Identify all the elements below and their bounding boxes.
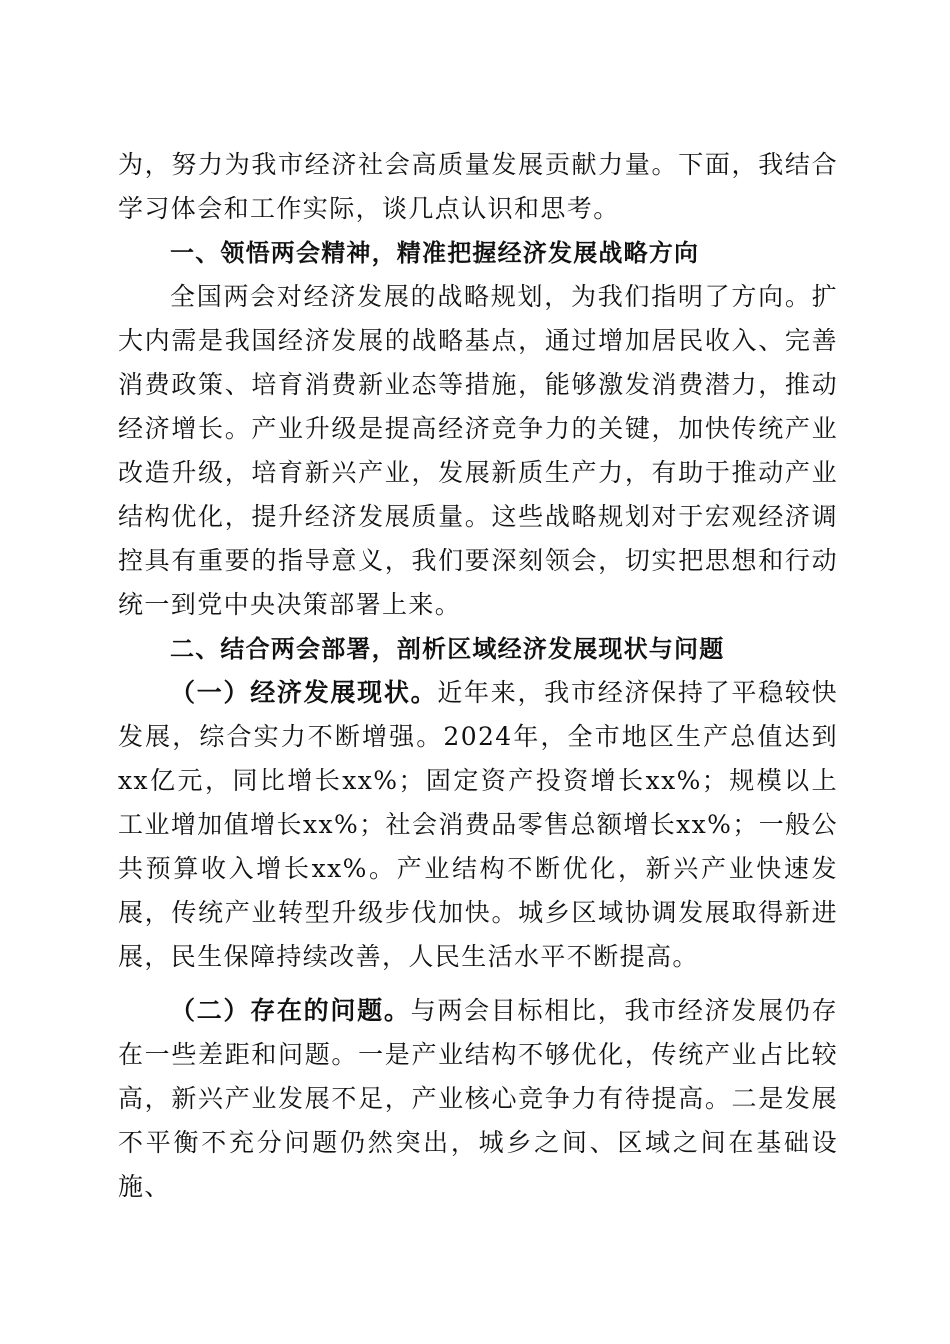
opening-paragraph: 为，努力为我市经济社会高质量发展贡献力量。下面，我结合学习体会和工作实际，谈几点认识和思考。 <box>118 150 838 223</box>
item-2-body: 与两会目标相比，我市经济发展仍存在一些差距和问题。一是产业结构不够优化，传统产业占比较高，新兴产业发展不足，产业核心竞争力有待提高。二是发展不平衡不充分问题仍然突出，城乡之间、区域之间在基础设施、 <box>118 996 839 1201</box>
document-page <box>118 143 838 1209</box>
section-2-item-2 <box>118 989 838 1209</box>
paragraph-gap <box>118 979 838 989</box>
section-2-item-1 <box>118 671 838 979</box>
section-1-body: 全国两会对经济发展的战略规划，为我们指明了方向。扩大内需是我国经济发展的战略基点，通过增加居民收入、完善消费政策、培育消费新业态等措施，能够激发消费潜力，推动经济增长。产业升级是提高经济竞争力的关键，加快传统产业改造升级，培育新兴产业，发展新质生产力，有助于推动产业结构优化，提升经济发展质量。这些战略规划对于宏观经济调控具有重要的指导意义，我们要深刻领会，切实把思想和行动统一到党中央决策部署上来。 <box>118 282 838 619</box>
item-2-label: （二）存在的问题。 <box>170 996 411 1025</box>
section-1-heading: 一、领悟两会精神，精准把握经济发展战略方向 <box>170 239 700 267</box>
section-2-heading: 二、结合两会部署，剖析区域经济发展现状与问题 <box>170 635 725 663</box>
item-1-body: 近年来，我市经济保持了平稳较快发展，综合实力不断增强。2024年，全市地区生产总值达到xx亿元，同比增长xx%；固定资产投资增长xx%；规模以上工业增加值增长xx%；社会消费品零售总额增长xx%；一般公共预算收入增长xx%。产业结构不断优化，新兴产业快速发展，传统产业转型升级步伐加快。城乡区域协调发展取得新进展，民生保障持续改善，人民生活水平不断提高。 <box>118 678 838 971</box>
item-1-label: （一）经济发展现状。 <box>170 678 438 707</box>
